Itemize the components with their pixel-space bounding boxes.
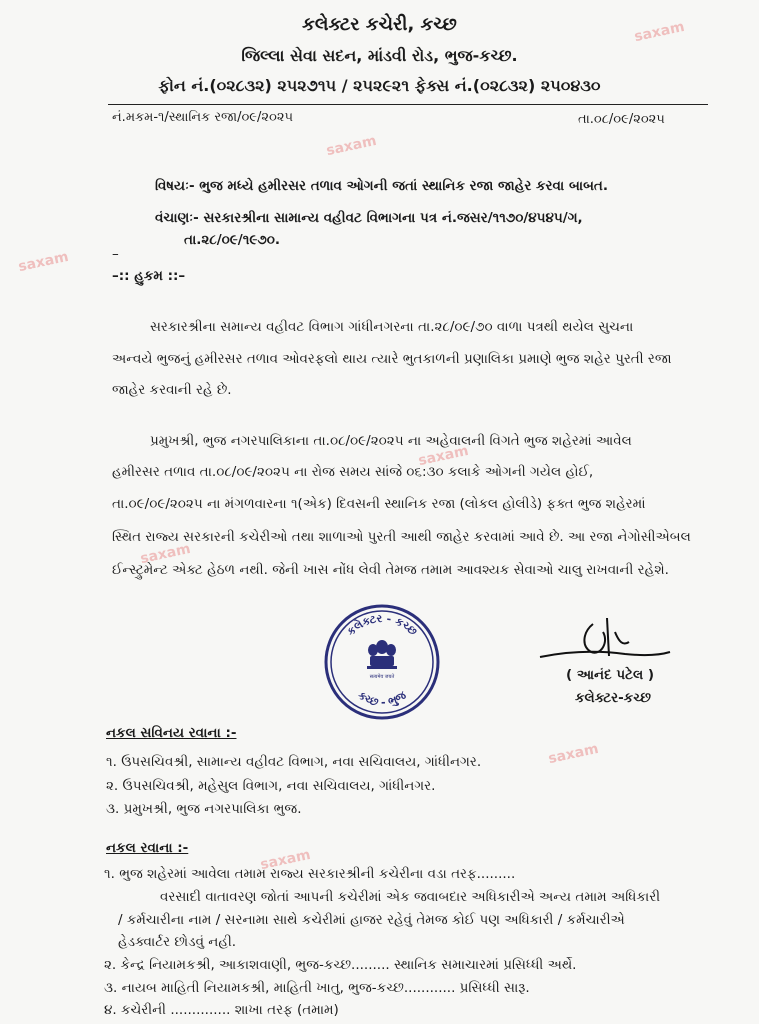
seal-top-text: કલેક્ટર - કચ્છ — [344, 611, 420, 639]
copy1-item: ૩. પ્રમુખશ્રી, ભુજ નગરપાલિકા ભુજ. — [106, 801, 302, 817]
para2-line: તા.૦૯/૦૯/૨૦૨૫ ના મંગળવારના ૧(એક) દિવસની સ્થાનિક રજા (લોકલ હોલીડે) ફક્ત ભુજ શહેરમાં — [112, 496, 646, 512]
copy2-line: હેડક્વાર્ટર છોડવું નહી. — [118, 934, 237, 950]
seal-motto: सत्यमेव जयते — [369, 674, 395, 680]
watermark: saxam — [16, 248, 70, 276]
dash: – — [112, 246, 119, 262]
watermark: saxam — [632, 18, 686, 46]
watermark: saxam — [324, 132, 378, 160]
para2-line: પ્રમુખશ્રી, ભુજ નગરપાલિકાના તા.૦૮/૦૯/૨૦૨૫ ના અહેવાલની વિગતે ભુજ શહેરમાં આવેલ — [150, 433, 632, 449]
reference-date: તા.૦૮/૦૯/૨૦૨૫ — [578, 112, 665, 127]
seal-bottom-text: કચ્છ - ભુજ — [355, 688, 409, 710]
reading-line-2: તા.૨૮/૦૯/૧૯૭૦. — [184, 232, 280, 248]
order-title: –:: હુકમ ::– — [112, 268, 186, 284]
watermark: saxam — [258, 846, 312, 874]
office-title: કલેક્ટર કચેરી, કચ્છ — [302, 14, 457, 35]
signatory-name: ( આનંદ પટેલ ) — [566, 667, 655, 683]
para2-line: ઈન્સ્ટ્રુમેન્ટ એક્ટ હેઠળ નથી. જેની ખાસ નોંધ લેવી તેમજ તમામ આવશ્યક સેવાઓ ચાલુ રાખવાની રહેશે. — [112, 562, 669, 578]
watermark: saxam — [546, 740, 600, 768]
para1-line: સરકારશ્રીના સમાન્ય વહીવટ વિભાગ ગાંધીનગરના તા.૨૮/૦૯/૭૦ વાળા પત્રથી થયેલ સુચના — [150, 319, 634, 335]
reference-number: નં.મકમ-૧/સ્થાનિક રજા/૦૯/૨૦૨૫ — [112, 110, 294, 125]
copy2-line: / કર્મચારીના નામ / સરનામા સાથે કચેરીમાં હાજર રહેવું તેમજ કોઈ પણ અધિકારી / કર્મચારીએ — [118, 912, 625, 928]
copy1-item: ૧. ઉપસચિવશ્રી, સામાન્ય વહીવટ વિભાગ, નવા સચિવાલય, ગાંધીનગર. — [106, 754, 482, 770]
copy2-line: ૧. ભુજ શહેરમાં આવેલા તમામ રાજ્ય સરકારશ્રીની કચેરીના વડા તરફ......... — [104, 866, 516, 882]
copy2-line: ૨. કેન્દ્ર નિયામકશ્રી, આકાશવાણી, ભુજ-કચ્છ......... સ્થાનિક સમાચારમાં પ્રસિધ્ધી અર્થે. — [104, 957, 577, 973]
official-seal — [323, 603, 441, 721]
copy1-item: ૨. ઉપસચિવશ્રી, મહેસુલ વિભાગ, નવા સચિવાલય, ગાંધીનગર. — [106, 778, 436, 794]
emblem-icon — [367, 640, 397, 669]
watermark: saxam — [416, 442, 470, 470]
copy1-title: નકલ સવિનય રવાના :- — [106, 725, 237, 741]
subject: વિષયઃ- ભુજ મધ્યે હમીરસર તળાવ ઓગની જતાં સ્થાનિક રજા જાહેર કરવા બાબત. — [155, 178, 609, 194]
copy2-line: ૪. કચેરીની .............. શાખા તરફ (તમામ) — [104, 1002, 339, 1018]
para1-line: જાહેર કરવાની રહે છે. — [112, 382, 232, 398]
copy2-line: ૩. નાયબ માહિતી નિયામકશ્રી, માહિતી ખાતુ, ભુજ-કચ્છ............ પ્રસિધ્ધી સારૂ. — [104, 980, 530, 996]
para2-line: હમીરસર તળાવ તા.૦૮/૦૯/૨૦૨૫ ના રોજ સમય સાંજે ૦૬:૩૦ કલાકે ઓગની ગયેલ હોઈ, — [112, 464, 594, 480]
office-address: જિલ્લા સેવા સદન, માંડવી રોડ, ભુજ-કચ્છ. — [241, 46, 518, 65]
para1-line: અન્વયે ભુજનું હમીરસર તળાવ ઓવરફલો થાય ત્યારે ભુતકાળની પ્રણાલિકા પ્રમાણે ભુજ શહેર પુરતી રજા — [112, 351, 672, 367]
copy2-line: વરસાદી વાતાવરણ જોતાં આપની કચેરીમાં એક જવાબદાર અધિકારીએ અન્ય તમામ અધિકારી — [160, 889, 661, 905]
office-phone: ફોન નં.(૦૨૮૩૨) ૨૫૨૭૧૫ / ૨૫૨૯૨૧ ફેક્સ નં.(૦૨૮૩૨) ૨૫૦૪૩૦ — [158, 76, 601, 95]
watermark: saxam — [138, 540, 192, 568]
reading-line-1: વંચાણઃ- સરકારશ્રીના સામાન્ય વહીવટ વિભાગના પત્ર નં.જસર/૧૧૭૦/૪૫૪૫/ગ, — [155, 210, 583, 226]
signature-scribble — [535, 612, 675, 670]
copy2-title: નકલ રવાના :- — [106, 840, 189, 856]
para2-line: સ્થિત રાજ્ય સરકારની કચેરીઓ તથા શાળાઓ પુરતી આથી જાહેર કરવામાં આવે છે. આ રજા નેગોસીએબલ — [112, 529, 691, 545]
signatory-designation: કલેક્ટર-કચ્છ — [575, 690, 651, 706]
header-divider — [108, 104, 708, 105]
